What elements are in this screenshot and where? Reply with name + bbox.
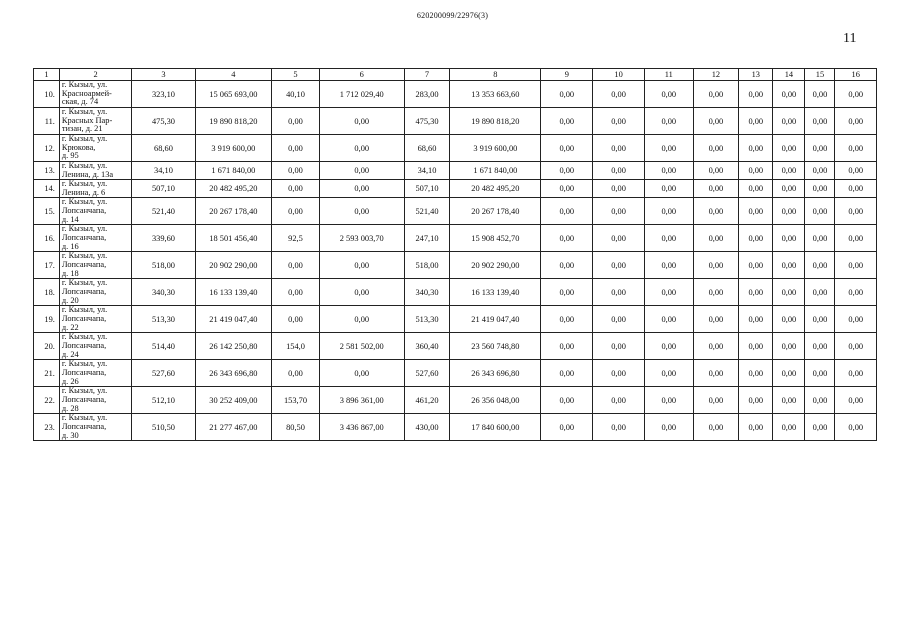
row-number: 20.: [34, 333, 60, 360]
value-cell: 18 501 456,40: [195, 225, 272, 252]
value-cell: 0,00: [739, 135, 773, 162]
value-cell: 521,40: [132, 198, 195, 225]
value-cell: 0,00: [835, 387, 877, 414]
value-cell: 21 419 047,40: [450, 306, 541, 333]
value-cell: 40,10: [272, 81, 320, 108]
address-line: д. 20: [61, 295, 79, 305]
address-line: г. Кызыл, ул.: [61, 278, 108, 288]
value-cell: 0,00: [693, 414, 739, 441]
value-cell: 475,30: [404, 108, 450, 135]
value-cell: 2 581 502,00: [319, 333, 404, 360]
value-cell: 0,00: [593, 81, 645, 108]
value-cell: 0,00: [644, 387, 693, 414]
value-cell: 513,30: [404, 306, 450, 333]
value-cell: 518,00: [132, 252, 195, 279]
address-line: Лопсанчапа,: [61, 260, 107, 270]
value-cell: 0,00: [319, 306, 404, 333]
address-cell: [59, 306, 131, 333]
value-cell: 0,00: [593, 135, 645, 162]
value-cell: 0,00: [272, 360, 320, 387]
value-cell: 0,00: [272, 252, 320, 279]
value-cell: 0,00: [773, 252, 805, 279]
row-number: 19.: [34, 306, 60, 333]
table-row: [34, 225, 877, 252]
address-line: г. Кызыл, ул.: [61, 224, 108, 234]
table-row: [34, 387, 877, 414]
value-cell: 26 356 048,00: [450, 387, 541, 414]
row-number: 18.: [34, 279, 60, 306]
address-line: д. 26: [61, 376, 79, 386]
value-cell: 13 353 663,60: [450, 81, 541, 108]
value-cell: 0,00: [693, 360, 739, 387]
address-line: Лопсанчапа,: [61, 395, 107, 405]
value-cell: 0,00: [541, 252, 593, 279]
table-row: [34, 162, 877, 180]
value-cell: 16 133 139,40: [450, 279, 541, 306]
column-header: 16: [835, 69, 877, 81]
value-cell: 0,00: [644, 162, 693, 180]
address-line: г. Кызыл, ул.: [61, 332, 108, 342]
value-cell: 0,00: [835, 135, 877, 162]
value-cell: 0,00: [593, 180, 645, 198]
address-line: Лопсанчапа,: [61, 341, 107, 351]
value-cell: 507,10: [404, 180, 450, 198]
value-cell: 0,00: [693, 180, 739, 198]
value-cell: 340,30: [132, 279, 195, 306]
value-cell: 80,50: [272, 414, 320, 441]
table-row: [34, 180, 877, 198]
value-cell: 360,40: [404, 333, 450, 360]
value-cell: 0,00: [593, 198, 645, 225]
address-line: Ленина, д. 6: [61, 187, 106, 197]
row-number: 14.: [34, 180, 60, 198]
value-cell: 3 919 600,00: [195, 135, 272, 162]
row-number: 15.: [34, 198, 60, 225]
value-cell: 0,00: [835, 162, 877, 180]
value-cell: 19 890 818,20: [195, 108, 272, 135]
value-cell: 0,00: [805, 360, 835, 387]
address-cell: [59, 135, 131, 162]
address-line: д. 22: [61, 322, 79, 332]
address-line: г. Кызыл, ул.: [61, 386, 108, 396]
row-number: 16.: [34, 225, 60, 252]
value-cell: 1 712 029,40: [319, 81, 404, 108]
address-cell: [59, 279, 131, 306]
value-cell: 0,00: [541, 180, 593, 198]
address-line: г. Кызыл, ул.: [61, 161, 108, 170]
value-cell: 0,00: [835, 81, 877, 108]
value-cell: 247,10: [404, 225, 450, 252]
address-line: г. Кызыл, ул.: [61, 179, 108, 189]
column-header: 1: [34, 69, 60, 81]
value-cell: 0,00: [644, 198, 693, 225]
value-cell: 15 065 693,00: [195, 81, 272, 108]
value-cell: 0,00: [541, 414, 593, 441]
value-cell: 0,00: [739, 198, 773, 225]
value-cell: 0,00: [835, 225, 877, 252]
table-row: [34, 252, 877, 279]
address-line: д. 16: [61, 241, 79, 251]
value-cell: 17 840 600,00: [450, 414, 541, 441]
address-line: д. 18: [61, 268, 79, 278]
value-cell: 514,40: [132, 333, 195, 360]
address-line: д. 95: [61, 151, 79, 161]
value-cell: 0,00: [644, 360, 693, 387]
table-row: [34, 306, 877, 333]
value-cell: 0,00: [693, 135, 739, 162]
column-header: 3: [132, 69, 195, 81]
value-cell: 0,00: [805, 306, 835, 333]
address-line: Лопсанчапа,: [61, 287, 107, 297]
value-cell: 0,00: [593, 162, 645, 180]
value-cell: 0,00: [805, 225, 835, 252]
value-cell: 0,00: [773, 108, 805, 135]
address-line: д. 28: [61, 403, 79, 413]
value-cell: 521,40: [404, 198, 450, 225]
value-cell: 0,00: [272, 108, 320, 135]
value-cell: 0,00: [693, 279, 739, 306]
value-cell: 0,00: [593, 333, 645, 360]
value-cell: 0,00: [693, 306, 739, 333]
value-cell: 0,00: [835, 279, 877, 306]
address-cell: [59, 180, 131, 198]
value-cell: 0,00: [644, 225, 693, 252]
value-cell: 0,00: [319, 135, 404, 162]
address-line: г. Кызыл, ул.: [61, 197, 108, 207]
value-cell: 0,00: [805, 135, 835, 162]
value-cell: 20 482 495,20: [195, 180, 272, 198]
value-cell: 0,00: [593, 108, 645, 135]
address-line: г. Кызыл, ул.: [61, 107, 108, 117]
value-cell: 0,00: [739, 162, 773, 180]
address-line: г. Кызыл, ул.: [61, 359, 108, 369]
address-cell: [59, 333, 131, 360]
value-cell: 0,00: [805, 180, 835, 198]
value-cell: 0,00: [693, 108, 739, 135]
value-cell: 340,30: [404, 279, 450, 306]
value-cell: 0,00: [693, 333, 739, 360]
value-cell: 0,00: [739, 252, 773, 279]
value-cell: 0,00: [541, 81, 593, 108]
value-cell: 507,10: [132, 180, 195, 198]
address-cell: [59, 360, 131, 387]
value-cell: 0,00: [541, 360, 593, 387]
row-number: 10.: [34, 81, 60, 108]
value-cell: 0,00: [593, 279, 645, 306]
value-cell: 0,00: [693, 81, 739, 108]
value-cell: 0,00: [805, 333, 835, 360]
value-cell: 34,10: [404, 162, 450, 180]
address-line: Лопсанчапа,: [61, 314, 107, 324]
value-cell: 26 142 250,80: [195, 333, 272, 360]
value-cell: 0,00: [835, 252, 877, 279]
row-number: 12.: [34, 135, 60, 162]
value-cell: 0,00: [272, 135, 320, 162]
value-cell: 0,00: [739, 360, 773, 387]
value-cell: 0,00: [835, 306, 877, 333]
column-header: 2: [59, 69, 131, 81]
value-cell: 0,00: [773, 81, 805, 108]
address-line: тизан, д. 21: [61, 124, 103, 134]
value-cell: 283,00: [404, 81, 450, 108]
value-cell: 0,00: [739, 306, 773, 333]
row-number: 23.: [34, 414, 60, 441]
address-line: д. 24: [61, 349, 79, 359]
value-cell: 0,00: [541, 279, 593, 306]
table-row: [34, 279, 877, 306]
value-cell: 0,00: [773, 387, 805, 414]
value-cell: 0,00: [835, 414, 877, 441]
value-cell: 0,00: [773, 135, 805, 162]
value-cell: 153,70: [272, 387, 320, 414]
row-number: 22.: [34, 387, 60, 414]
value-cell: 0,00: [644, 108, 693, 135]
value-cell: 0,00: [805, 108, 835, 135]
value-cell: 0,00: [773, 198, 805, 225]
value-cell: 0,00: [805, 81, 835, 108]
column-header: 8: [450, 69, 541, 81]
table-row: [34, 360, 877, 387]
value-cell: 0,00: [773, 225, 805, 252]
address-line: Ленина, д. 13а: [61, 169, 114, 179]
value-cell: 0,00: [593, 387, 645, 414]
value-cell: 512,10: [132, 387, 195, 414]
address-line: Крюкова,: [61, 142, 96, 152]
value-cell: 0,00: [739, 225, 773, 252]
value-cell: 0,00: [644, 135, 693, 162]
value-cell: 0,00: [644, 252, 693, 279]
value-cell: 0,00: [739, 414, 773, 441]
value-cell: 0,00: [805, 387, 835, 414]
value-cell: 0,00: [835, 333, 877, 360]
value-cell: 0,00: [773, 180, 805, 198]
value-cell: 0,00: [693, 252, 739, 279]
value-cell: 0,00: [541, 225, 593, 252]
value-cell: 0,00: [319, 108, 404, 135]
address-cell: [59, 162, 131, 180]
value-cell: 0,00: [541, 333, 593, 360]
value-cell: 0,00: [541, 108, 593, 135]
value-cell: 21 419 047,40: [195, 306, 272, 333]
value-cell: 323,10: [132, 81, 195, 108]
value-cell: 339,60: [132, 225, 195, 252]
address-cell: [59, 252, 131, 279]
table-row: [34, 108, 877, 135]
column-header: 5: [272, 69, 320, 81]
value-cell: 21 277 467,00: [195, 414, 272, 441]
value-cell: 30 252 409,00: [195, 387, 272, 414]
value-cell: 0,00: [739, 180, 773, 198]
value-cell: 0,00: [835, 108, 877, 135]
table-row: [34, 135, 877, 162]
value-cell: 0,00: [739, 279, 773, 306]
value-cell: 0,00: [272, 198, 320, 225]
value-cell: 0,00: [805, 279, 835, 306]
address-line: г. Кызыл, ул.: [61, 305, 108, 315]
address-line: г. Кызыл, ул.: [61, 80, 108, 90]
address-line: ская, д. 74: [61, 97, 99, 107]
value-cell: 2 593 003,70: [319, 225, 404, 252]
value-cell: 0,00: [739, 108, 773, 135]
value-cell: 26 343 696,80: [450, 360, 541, 387]
value-cell: 0,00: [272, 306, 320, 333]
value-cell: 513,30: [132, 306, 195, 333]
table-row: [34, 198, 877, 225]
value-cell: 20 267 178,40: [195, 198, 272, 225]
column-header: 6: [319, 69, 404, 81]
value-cell: 430,00: [404, 414, 450, 441]
column-header: 4: [195, 69, 272, 81]
address-line: Лопсанчапа,: [61, 368, 107, 378]
column-number-row: [34, 69, 877, 81]
value-cell: 3 919 600,00: [450, 135, 541, 162]
value-cell: 0,00: [319, 252, 404, 279]
value-cell: 20 267 178,40: [450, 198, 541, 225]
value-cell: 0,00: [541, 135, 593, 162]
column-header: 14: [773, 69, 805, 81]
value-cell: 518,00: [404, 252, 450, 279]
value-cell: 0,00: [773, 360, 805, 387]
address-line: г. Кызыл, ул.: [61, 134, 108, 144]
value-cell: 34,10: [132, 162, 195, 180]
value-cell: 0,00: [693, 198, 739, 225]
value-cell: 0,00: [593, 252, 645, 279]
column-header: 13: [739, 69, 773, 81]
value-cell: 0,00: [835, 180, 877, 198]
value-cell: 0,00: [593, 360, 645, 387]
row-number: 13.: [34, 162, 60, 180]
value-cell: 0,00: [272, 180, 320, 198]
value-cell: 0,00: [644, 279, 693, 306]
table-body: [34, 81, 877, 441]
value-cell: 0,00: [319, 162, 404, 180]
value-cell: 92,5: [272, 225, 320, 252]
value-cell: 0,00: [319, 198, 404, 225]
value-cell: 20 482 495,20: [450, 180, 541, 198]
value-cell: 527,60: [404, 360, 450, 387]
value-cell: 0,00: [739, 387, 773, 414]
page-number: 11: [843, 31, 857, 46]
table-row: [34, 333, 877, 360]
address-cell: [59, 81, 131, 108]
address-cell: [59, 198, 131, 225]
value-cell: 0,00: [644, 180, 693, 198]
document-id: 620200099/22976(3): [416, 11, 489, 20]
value-cell: 0,00: [739, 333, 773, 360]
address-line: Лопсанчапа,: [61, 422, 107, 432]
value-cell: 0,00: [805, 252, 835, 279]
value-cell: 15 908 452,70: [450, 225, 541, 252]
value-cell: 0,00: [541, 198, 593, 225]
value-cell: 0,00: [835, 360, 877, 387]
value-cell: 0,00: [319, 360, 404, 387]
value-cell: 0,00: [644, 414, 693, 441]
value-cell: 23 560 748,80: [450, 333, 541, 360]
value-cell: 527,60: [132, 360, 195, 387]
value-cell: 0,00: [272, 279, 320, 306]
value-cell: 154,0: [272, 333, 320, 360]
row-number: 17.: [34, 252, 60, 279]
column-header: 12: [693, 69, 739, 81]
value-cell: 0,00: [272, 162, 320, 180]
value-cell: 20 902 290,00: [450, 252, 541, 279]
value-cell: 510,50: [132, 414, 195, 441]
value-cell: 68,60: [132, 135, 195, 162]
address-cell: [59, 225, 131, 252]
address-line: г. Кызыл, ул.: [61, 251, 108, 261]
value-cell: 0,00: [644, 81, 693, 108]
value-cell: 461,20: [404, 387, 450, 414]
value-cell: 0,00: [773, 162, 805, 180]
column-header: 11: [644, 69, 693, 81]
column-header: 7: [404, 69, 450, 81]
value-cell: 19 890 818,20: [450, 108, 541, 135]
value-cell: 0,00: [773, 333, 805, 360]
value-cell: 20 902 290,00: [195, 252, 272, 279]
value-cell: 0,00: [593, 306, 645, 333]
value-cell: 0,00: [541, 162, 593, 180]
value-cell: 16 133 139,40: [195, 279, 272, 306]
column-header: 9: [541, 69, 593, 81]
table-row: [34, 81, 877, 108]
value-cell: 0,00: [773, 306, 805, 333]
row-number: 11.: [34, 108, 60, 135]
value-cell: 0,00: [593, 225, 645, 252]
address-line: Лопсанчапа,: [61, 233, 107, 243]
value-cell: 0,00: [805, 198, 835, 225]
value-cell: 1 671 840,00: [195, 162, 272, 180]
address-line: Красноармей-: [61, 88, 112, 98]
value-cell: 0,00: [773, 414, 805, 441]
value-cell: 26 343 696,80: [195, 360, 272, 387]
address-cell: [59, 108, 131, 135]
row-number: 21.: [34, 360, 60, 387]
value-cell: 0,00: [693, 225, 739, 252]
value-cell: 3 896 361,00: [319, 387, 404, 414]
value-cell: 0,00: [541, 387, 593, 414]
address-line: Лопсанчапа,: [61, 206, 107, 216]
value-cell: 1 671 840,00: [450, 162, 541, 180]
column-header: 15: [805, 69, 835, 81]
value-cell: 0,00: [693, 387, 739, 414]
value-cell: 0,00: [644, 333, 693, 360]
value-cell: 0,00: [319, 279, 404, 306]
value-cell: 3 436 867,00: [319, 414, 404, 441]
value-cell: 0,00: [644, 306, 693, 333]
value-cell: 0,00: [835, 198, 877, 225]
value-cell: 0,00: [805, 162, 835, 180]
column-header: 10: [593, 69, 645, 81]
address-cell: [59, 387, 131, 414]
value-cell: 0,00: [593, 414, 645, 441]
address-line: д. 30: [61, 430, 79, 440]
address-line: Красных Пар-: [61, 115, 113, 125]
value-cell: 0,00: [805, 414, 835, 441]
value-cell: 0,00: [773, 279, 805, 306]
value-cell: 475,30: [132, 108, 195, 135]
address-cell: [59, 414, 131, 441]
value-cell: 0,00: [739, 81, 773, 108]
value-cell: 68,60: [404, 135, 450, 162]
table-row: [34, 414, 877, 441]
address-line: г. Кызыл, ул.: [61, 413, 108, 423]
address-line: д. 14: [61, 214, 79, 224]
value-cell: 0,00: [319, 180, 404, 198]
value-cell: 0,00: [541, 306, 593, 333]
value-cell: 0,00: [693, 162, 739, 180]
data-table: [33, 68, 877, 441]
